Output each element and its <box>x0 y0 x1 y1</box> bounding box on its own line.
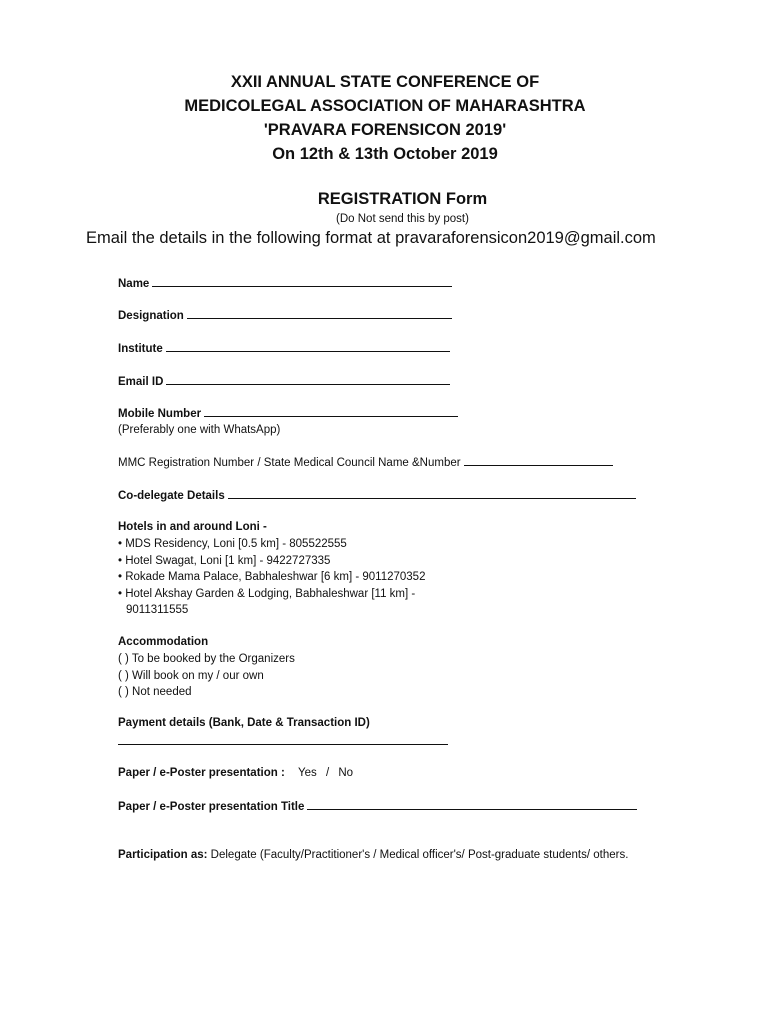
mobile-label: Mobile Number <box>118 408 202 420</box>
payment-label: Payment details (Bank, Date & Transaction ID) <box>118 717 370 729</box>
name-blank[interactable] <box>152 275 452 287</box>
accommodation-heading: Accommodation <box>118 636 209 648</box>
mmc-field <box>118 454 613 472</box>
accommodation-option-own[interactable]: ( ) Will book on my / our own <box>118 669 264 682</box>
designation-label: Designation <box>118 310 184 322</box>
accommodation-option-not-needed[interactable]: ( ) Not needed <box>118 686 192 698</box>
designation-field <box>118 307 452 325</box>
email-label: Email ID <box>118 376 164 388</box>
designation-blank[interactable] <box>187 307 452 319</box>
participation-field <box>118 847 628 864</box>
hotel-item: • MDS Residency, Loni [0.5 km] - 805522555 <box>118 538 347 550</box>
conference-title-line1: XXII ANNUAL STATE CONFERENCE OF <box>230 73 540 91</box>
paper-title-field <box>118 798 637 816</box>
hotel-item: • Hotel Akshay Garden & Lodging, Babhaleshwar [11 km] - <box>118 587 416 600</box>
hotel-item: • Rokade Mama Palace, Babhaleshwar [6 km] - 9011270352 <box>118 571 426 583</box>
payment-blank[interactable] <box>118 744 448 745</box>
codelegate-blank[interactable] <box>228 487 636 499</box>
email-instruction: Email the details in the following format at pravaraforensicon2019@gmail.com <box>86 229 656 247</box>
accommodation-option-organizers[interactable]: ( ) To be booked by the Organizers <box>118 653 295 665</box>
mobile-field <box>118 405 458 423</box>
hotel-item-continued: 9011311555 <box>126 604 189 616</box>
paper-title-blank[interactable] <box>307 798 637 810</box>
name-field <box>118 275 452 293</box>
hotels-heading: Hotels in and around Loni - <box>118 521 267 533</box>
participation-label: Participation as: <box>118 849 208 861</box>
hotel-item: • Hotel Swagat, Loni [1 km] - 9422727335 <box>118 554 331 567</box>
mobile-hint: (Preferably one with WhatsApp) <box>118 424 281 436</box>
paper-presentation-field <box>118 765 353 782</box>
conference-title-line3: 'PRAVARA FORENSICON 2019' <box>263 121 507 139</box>
hotels-list <box>118 536 425 619</box>
mobile-blank[interactable] <box>204 405 458 417</box>
paper-presentation-label: Paper / e-Poster presentation : <box>118 767 285 779</box>
mmc-label: MMC Registration Number / State Medical Council Name &Number <box>118 457 461 469</box>
form-title: REGISTRATION Form <box>317 190 488 208</box>
post-note: (Do Not send this by post) <box>336 213 469 225</box>
institute-label: Institute <box>118 343 163 355</box>
paper-presentation-options[interactable]: Yes / No <box>298 767 354 779</box>
paper-title-label: Paper / e-Poster presentation Title <box>118 801 305 813</box>
email-field <box>118 373 450 391</box>
conference-title-line2: MEDICOLEGAL ASSOCIATION OF MAHARASHTRA <box>184 97 586 115</box>
mmc-blank[interactable] <box>464 454 613 466</box>
codelegate-field <box>118 487 636 505</box>
participation-value: Delegate (Faculty/Practitioner's / Medical officer's/ Post-graduate students/ others. <box>210 849 629 861</box>
conference-dates: On 12th & 13th October 2019 <box>272 145 498 163</box>
email-blank[interactable] <box>166 373 450 385</box>
name-label: Name <box>118 278 150 290</box>
codelegate-label: Co-delegate Details <box>118 490 225 502</box>
accommodation-options <box>118 651 295 701</box>
institute-field <box>118 340 450 358</box>
institute-blank[interactable] <box>166 340 450 352</box>
